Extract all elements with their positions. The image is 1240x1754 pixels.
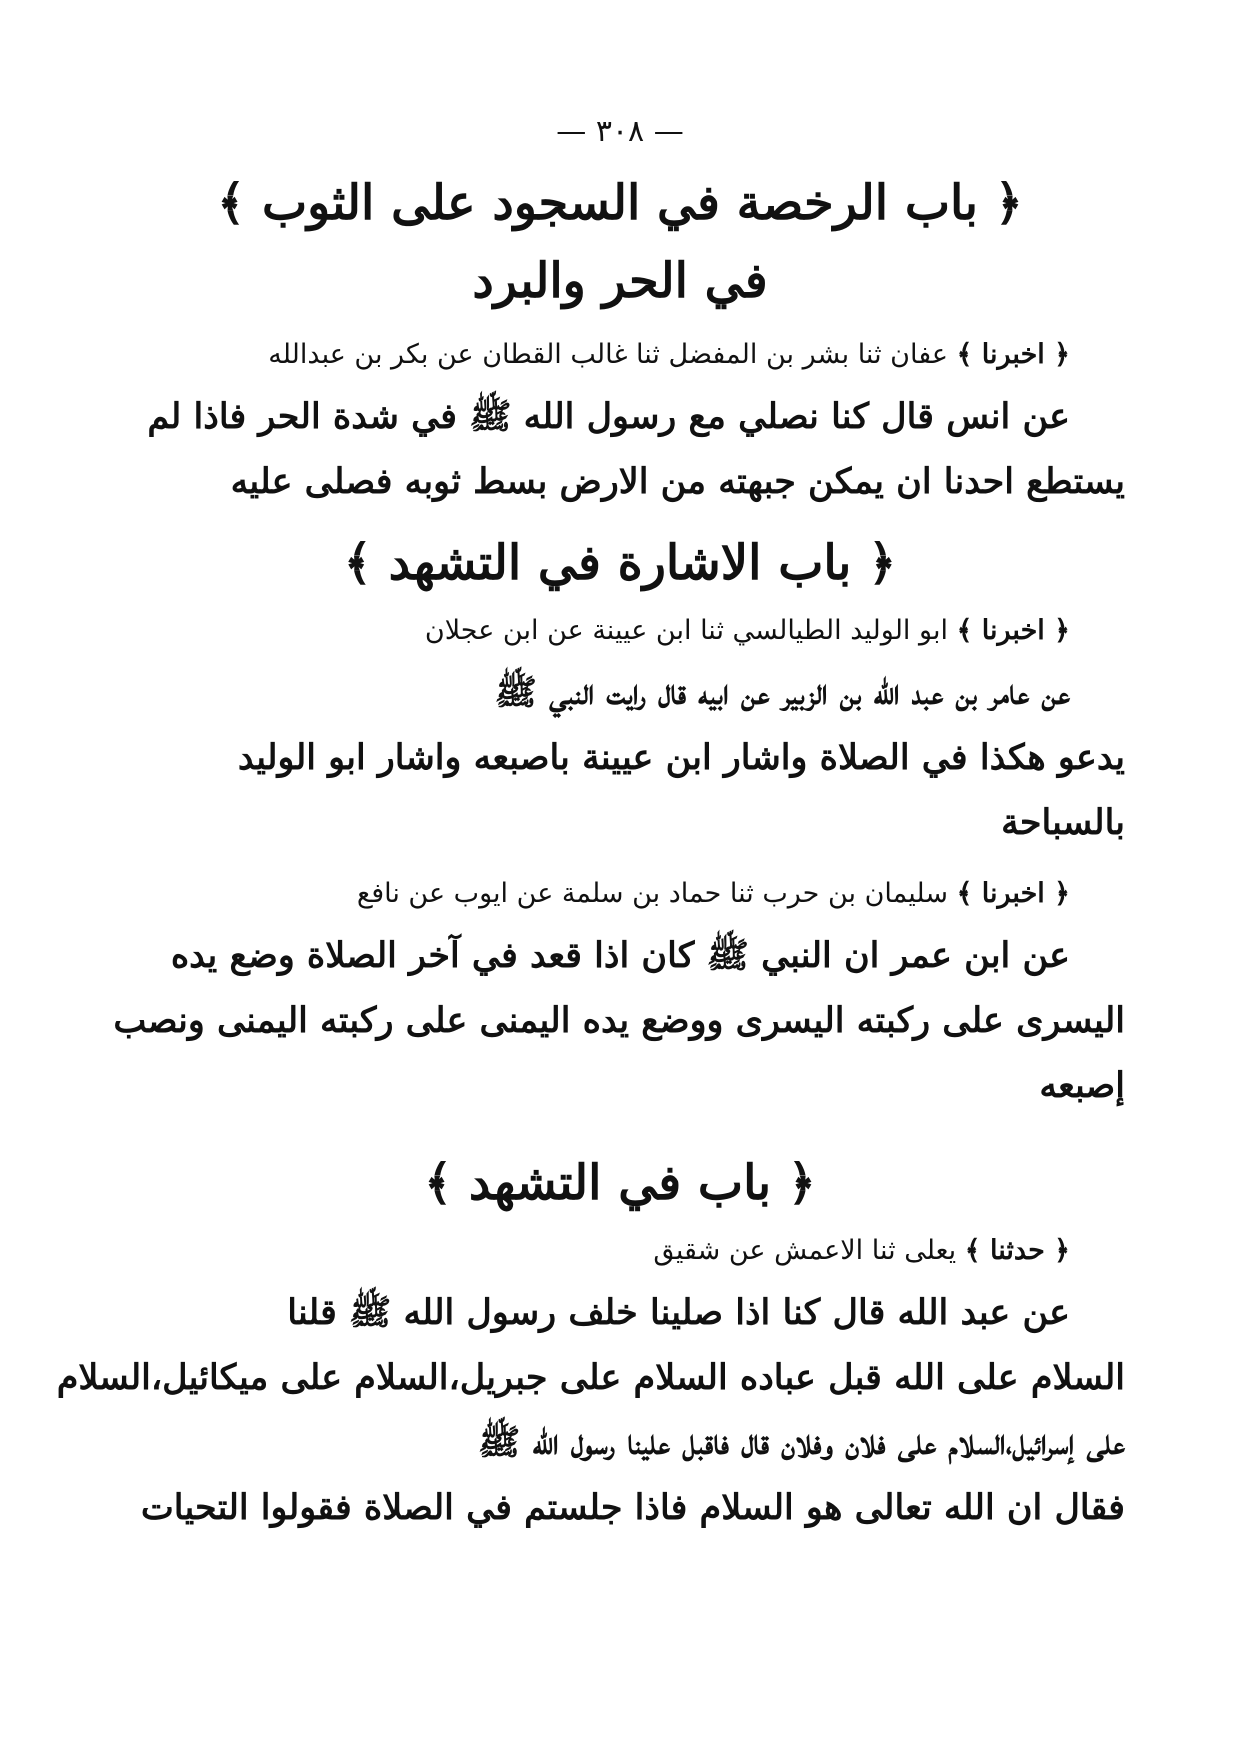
hadith-line: عن انس قال كنا نصلي مع رسول الله ﷺ في شدة الحر فاذا لم <box>147 396 1070 437</box>
section-ishara-fi-tashahhud <box>115 524 1125 855</box>
hadith-line: على إسرائيل،السلام على فلان وفلان قال فاقبل علينا رسول الله ﷺ <box>478 1422 1125 1463</box>
chapter-heading: ﴿ باب الرخصة في السجود على الثوب ﴾ <box>217 175 1023 231</box>
section-fi-tashahhud <box>56 1144 1125 1540</box>
chapter-subheading: في الحر والبرد <box>472 253 768 309</box>
hadith-text <box>115 923 1125 1118</box>
hadith-line: يدعو هكذا في الصلاة واشار ابن عيينة باصبعه واشار ابو الوليد <box>237 737 1125 778</box>
isnad-lead: ﴿ حدثنا ﴾ <box>964 1235 1070 1266</box>
hadith-line: اليسرى على ركبته اليسرى ووضع يده اليمنى على ركبته اليمنى ونصب <box>113 1000 1125 1041</box>
isnad-lead: ﴿ اخبرنا ﴾ <box>956 878 1070 909</box>
hadith-text <box>56 1280 1125 1540</box>
isnad-line <box>115 1222 1125 1280</box>
chapter-heading: ﴿ باب في التشهد ﴾ <box>424 1155 816 1211</box>
isnad-text: يعلى ثنا الاعمش عن شقيق <box>653 1235 957 1266</box>
isnad-text: سليمان بن حرب ثنا حماد بن سلمة عن ايوب عن نافع <box>356 878 948 909</box>
hadith-line: عن عبد الله قال كنا اذا صلينا خلف رسول الله ﷺ قلنا <box>287 1292 1070 1333</box>
chapter-heading: ﴿ باب الاشارة في التشهد ﴾ <box>343 535 897 591</box>
hadith-line: عن عامر بن عبد الله بن الزبير عن ابيه قال رايت النبي ﷺ <box>494 672 1070 713</box>
hadith-line: السلام على الله قبل عباده السلام على جبريل،السلام على ميكائيل،السلام <box>56 1357 1125 1398</box>
hadith-text <box>115 384 1125 514</box>
isnad-line <box>115 326 1125 384</box>
isnad-text: ابو الوليد الطيالسي ثنا ابن عيينة عن ابن عجلان <box>424 615 948 646</box>
hadith-text <box>115 660 1125 855</box>
isnad-lead: ﴿ اخبرنا ﴾ <box>956 615 1070 646</box>
section-sujud-ala-thawb <box>115 164 1125 514</box>
isnad-text: عفان ثنا بشر بن المفضل ثنا غالب القطان عن بكر بن عبدالله <box>268 339 948 370</box>
hadith-line: يستطع احدنا ان يمكن جبهته من الارض بسط ثوبه فصلى عليه <box>230 461 1125 502</box>
page-number: — ٣٠٨ — <box>556 114 684 149</box>
hadith-line: فقال ان الله تعالى هو السلام فاذا جلستم في الصلاة فقولوا التحيات <box>140 1487 1125 1528</box>
section-ishara-second-hadith <box>115 865 1125 1118</box>
hadith-line: عن ابن عمر ان النبي ﷺ كان اذا قعد في آخر الصلاة وضع يده <box>170 935 1070 976</box>
isnad-line <box>115 865 1125 923</box>
hadith-line: إصبعه <box>1039 1065 1125 1106</box>
hadith-line: بالسباحة <box>1001 802 1125 843</box>
isnad-line <box>115 602 1125 660</box>
isnad-lead: ﴿ اخبرنا ﴾ <box>956 339 1070 370</box>
